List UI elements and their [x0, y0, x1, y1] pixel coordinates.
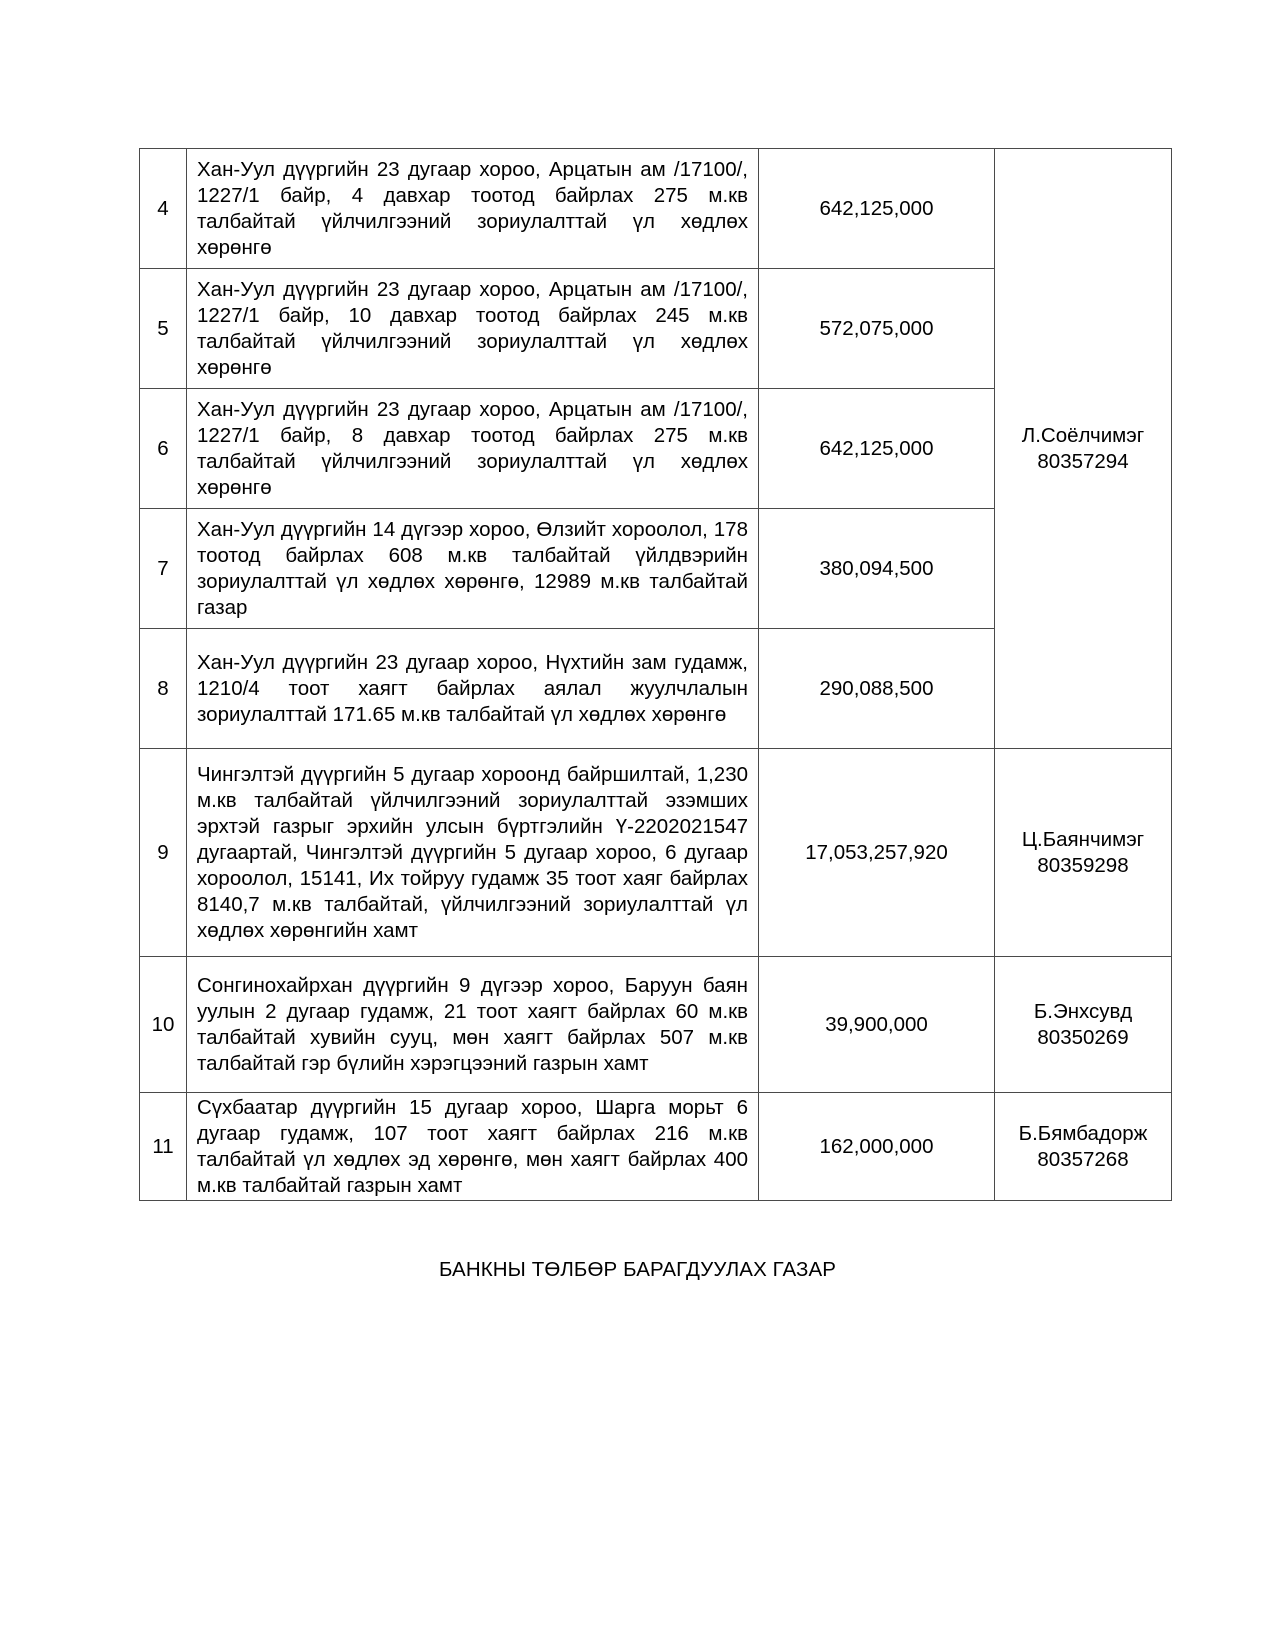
contact-cell: [995, 1093, 1172, 1201]
row-number: 10: [140, 957, 187, 1093]
asset-description: Хан-Уул дүүргийн 23 дугаар хороо, Нүхтийн зам гудамж, 1210/4 тоот хаягт байрлах аялал жуулчлалын зориулалттай 171.65 м.кв талбайтай үл хөдлөх хөрөнгө: [187, 629, 759, 749]
asset-amount: 642,125,000: [759, 389, 995, 509]
contact-phone: 80359298: [1037, 853, 1129, 877]
row-number: 4: [140, 149, 187, 269]
asset-description: Хан-Уул дүүргийн 23 дугаар хороо, Арцатын ам /17100/, 1227/1 байр, 4 давхар тоотод байрлах 275 м.кв талбайтай үйлчилгээний зориулалттай үл хөдлөх хөрөнгө: [187, 149, 759, 269]
asset-amount: 290,088,500: [759, 629, 995, 749]
asset-description: Хан-Уул дүүргийн 14 дүгээр хороо, Өлзийт хороолол, 178 тоотод байрлах 608 м.кв талбайтай үйлдвэрийн зориулалттай үл хөдлөх хөрөнгө, 12989 м.кв талбайтай газар: [187, 509, 759, 629]
asset-amount: 642,125,000: [759, 149, 995, 269]
contact-phone: 80357268: [1037, 1147, 1129, 1171]
table-row: [140, 149, 1172, 269]
asset-amount: 17,053,257,920: [759, 749, 995, 957]
contact-phone: 80357294: [1037, 449, 1129, 473]
contact-phone: 80350269: [1037, 1025, 1129, 1049]
asset-amount: 572,075,000: [759, 269, 995, 389]
contact-cell: [995, 749, 1172, 957]
assets-table: [139, 148, 1172, 1201]
asset-amount: 162,000,000: [759, 1093, 995, 1201]
row-number: 11: [140, 1093, 187, 1201]
asset-description: Сонгинохайрхан дүүргийн 9 дүгээр хороо, Баруун баян уулын 2 дугаар гудамж, 21 тоот хаягт байрлах 60 м.кв талбайтай хувийн сууц, мөн хаягт байрлах 507 м.кв талбайтай гэр бүлийн хэрэгцээний газрын хамт: [187, 957, 759, 1093]
table-row: [140, 1093, 1172, 1201]
row-number: 5: [140, 269, 187, 389]
asset-description: Хан-Уул дүүргийн 23 дугаар хороо, Арцатын ам /17100/, 1227/1 байр, 10 давхар тоотод байрлах 245 м.кв талбайтай үйлчилгээний зориулалттай үл хөдлөх хөрөнгө: [187, 269, 759, 389]
contact-cell: [995, 957, 1172, 1093]
row-number: 6: [140, 389, 187, 509]
contact-cell: [995, 149, 1172, 749]
asset-amount: 39,900,000: [759, 957, 995, 1093]
contact-name: Б.Энхсувд: [1033, 999, 1133, 1023]
row-number: 8: [140, 629, 187, 749]
contact-name: Б.Бямбадорж: [1018, 1121, 1148, 1145]
asset-amount: 380,094,500: [759, 509, 995, 629]
table-row: [140, 957, 1172, 1093]
asset-description: Сүхбаатар дүүргийн 15 дугаар хороо, Шарга морьт 6 дугаар гудамж, 107 тоот хаягт байрлах 216 м.кв талбайтай үл хөдлөх эд хөрөнгө, мөн хаягт байрлах 400 м.кв талбайтай газрын хамт: [187, 1093, 759, 1201]
asset-description: Хан-Уул дүүргийн 23 дугаар хороо, Арцатын ам /17100/, 1227/1 байр, 8 давхар тоотод байрлах 275 м.кв талбайтай үйлчилгээний зориулалттай үл хөдлөх хөрөнгө: [187, 389, 759, 509]
contact-name: Ц.Баянчимэг: [1021, 827, 1145, 851]
contact-name: Л.Соёлчимэг: [1021, 423, 1145, 447]
row-number: 9: [140, 749, 187, 957]
asset-description: Чингэлтэй дүүргийн 5 дугаар хороонд байршилтай, 1,230 м.кв талбайтай үйлчилгээний зориулалттай эзэмших эрхтэй газрыг эрхийн улсын бүртгэлийн Ү-2202021547 дугаартай, Чингэлтэй дүүргийн 5 дугаар хороо, 6 дугаар хороолол, 15141, Их тойруу гудамж 35 тоот хаяг байрлах 8140,7 м.кв талбайтай, үйлчилгээний зориулалттай үл хөдлөх хөрөнгийн хамт: [187, 749, 759, 957]
department-footer: БАНКНЫ ТӨЛБӨР БАРАГДУУЛАХ ГАЗАР: [438, 1258, 837, 1281]
table-row: [140, 749, 1172, 957]
row-number: 7: [140, 509, 187, 629]
